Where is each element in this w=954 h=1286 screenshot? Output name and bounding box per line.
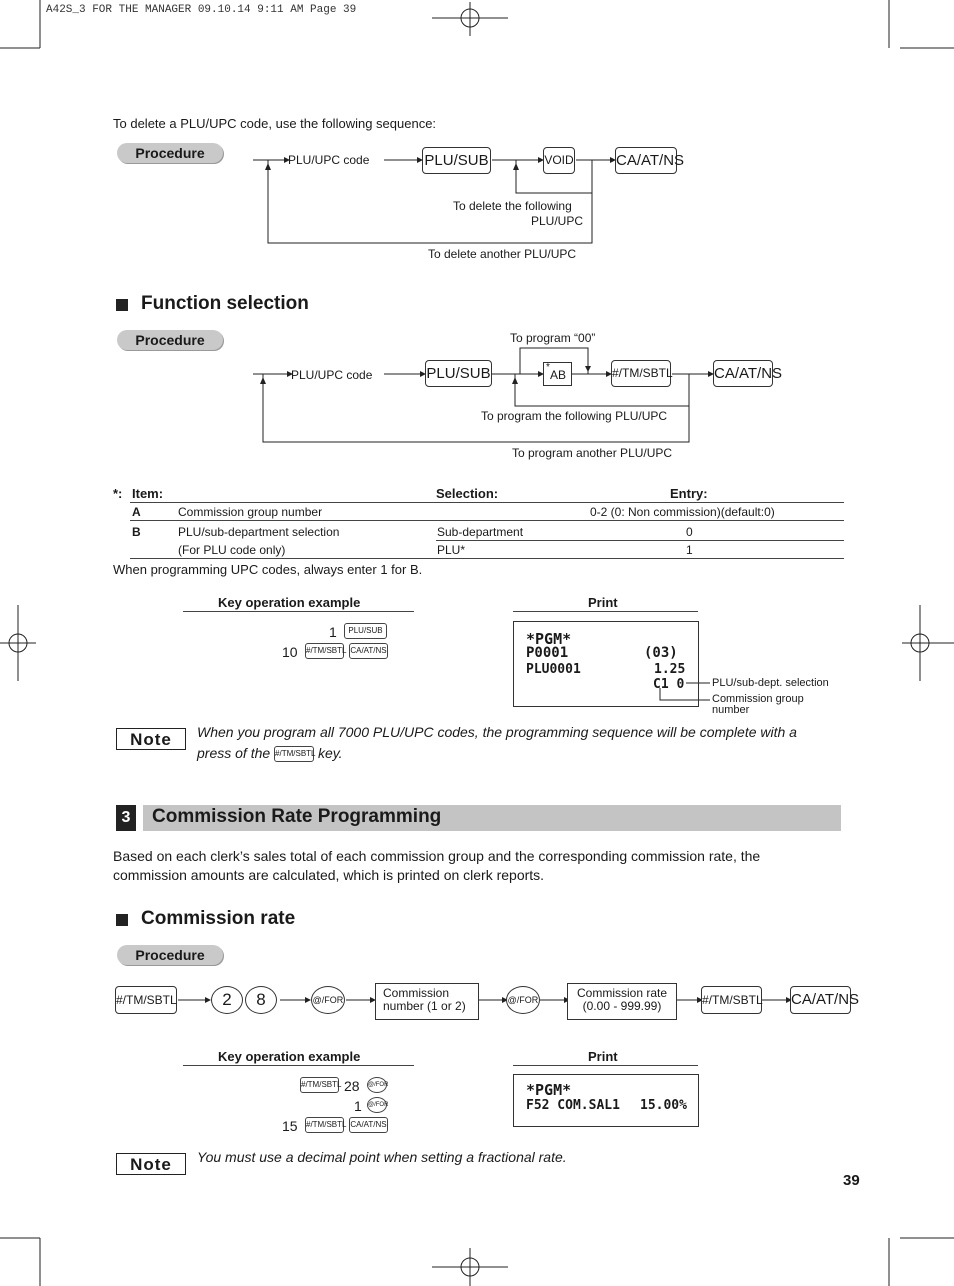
print-slug: A42S_3 FOR THE MANAGER 09.10.14 9:11 AM Page 39: [46, 4, 357, 16]
table-header-selection: Selection:: [436, 486, 499, 501]
delete-following-label: To delete the following: [453, 199, 572, 213]
eight-key: 8: [245, 986, 277, 1014]
receipt-line: *PGM*: [526, 630, 572, 648]
ca-at-ns-key: CA/AT/NS: [713, 360, 773, 387]
tm-sbtl-key-mini: #/TM/SBTL: [274, 746, 314, 762]
note-label: Note: [116, 728, 186, 750]
commission-rate-box: [567, 983, 677, 1020]
page-number: 39: [843, 1172, 860, 1189]
two-key: 2: [211, 986, 243, 1014]
note-text: You must use a decimal point when setting a fractional rate.: [197, 1149, 567, 1165]
row-b-entry-1: 0: [686, 525, 693, 539]
key-op-number: 1: [354, 1098, 362, 1114]
table-rule: [130, 520, 844, 521]
print-heading: Print: [588, 1049, 618, 1064]
key-op-heading: Key operation example: [218, 1049, 361, 1064]
section-paragraph-1: Based on each clerk’s sales total of each commission group and the corresponding commission rate, the: [113, 848, 761, 864]
tm-sbtl-key: #/TM/SBTL: [115, 986, 177, 1014]
receipt-line: PLU0001: [526, 662, 581, 677]
procedure-label: Procedure: [117, 945, 223, 965]
plu-upc-code-label: PLU/UPC code: [291, 368, 373, 382]
row-a-entry: 0-2 (0: Non commission)(default:0): [590, 505, 775, 519]
key-op-number: 28: [344, 1078, 360, 1094]
box-line: (0.00 - 999.99): [582, 999, 662, 1013]
callout-commission-group-2: number: [712, 704, 750, 716]
tm-sbtl-key: #/TM/SBTL: [701, 986, 762, 1014]
heading-rule: [513, 611, 698, 612]
section-paragraph-2: commission amounts are calculated, which is printed on clerk reports.: [113, 867, 545, 883]
key-op-number: 10: [282, 644, 298, 660]
table-header-entry: Entry:: [670, 486, 708, 501]
note-label: Note: [116, 1153, 186, 1175]
heading-rule: [183, 611, 414, 612]
ca-at-ns-key-mini: CA/AT/NS: [349, 643, 388, 659]
at-for-key: @/FOR: [311, 986, 345, 1014]
receipt-line: *PGM*: [526, 1081, 572, 1099]
ab-label: AB: [550, 368, 567, 382]
program-following-label: To program the following PLU/UPC: [481, 409, 668, 423]
table-rule: [436, 540, 844, 541]
row-b-letter: B: [132, 525, 141, 539]
row-b-selection-1: Sub-department: [437, 525, 524, 539]
callout-plu-sub-dept: PLU/sub-dept. selection: [712, 677, 829, 689]
note-line-1: When you program all 7000 PLU/UPC codes, the programming sequence will be complete with a: [197, 724, 797, 740]
commission-rate-heading: Commission rate: [141, 908, 296, 929]
asterisk-mark: *: [546, 362, 550, 373]
heading-rule: [513, 1065, 698, 1066]
tm-sbtl-key-mini: #/TM/SBTL: [305, 643, 344, 659]
table-star-label: *:: [113, 486, 123, 501]
box-line: Commission: [383, 986, 450, 1000]
ab-entry-box: [543, 362, 572, 386]
box-line: number (1 or 2): [383, 999, 466, 1013]
row-b-selection-2: PLU*: [437, 543, 466, 557]
note-line-2: [197, 743, 847, 764]
program-00-label: To program “00”: [510, 331, 596, 345]
receipt-line: F52 COM.SAL1: [526, 1098, 620, 1113]
row-b-entry-2: 1: [686, 543, 693, 557]
program-another-label: To program another PLU/UPC: [512, 446, 673, 460]
heading-bullet-icon: [116, 299, 128, 311]
receipt-print-1: [513, 621, 699, 707]
receipt-line: 15.00%: [640, 1098, 687, 1113]
note-text-part: press of the: [197, 745, 271, 761]
table-header-item: Item:: [132, 486, 164, 501]
receipt-line: P0001: [526, 645, 569, 661]
print-heading: Print: [588, 595, 618, 610]
row-a-letter: A: [132, 505, 141, 519]
heading-rule: [183, 1065, 414, 1066]
void-key: VOID: [543, 147, 575, 174]
row-b-item: PLU/sub-department selection: [178, 525, 340, 539]
ca-at-ns-key: CA/AT/NS: [615, 147, 677, 174]
section-title: Commission Rate Programming: [152, 806, 442, 827]
row-b-item-2: (For PLU code only): [178, 543, 286, 557]
upc-note: When programming UPC codes, always enter 1 for B.: [113, 562, 423, 577]
receipt-line: C1 0: [653, 677, 685, 692]
tm-sbtl-key: #/TM/SBTL: [611, 360, 671, 387]
key-op-number: 1: [329, 624, 337, 640]
plu-sub-key: PLU/SUB: [425, 360, 492, 387]
table-rule: [130, 558, 844, 559]
procedure-label: Procedure: [117, 143, 223, 163]
box-line: Commission rate: [576, 986, 668, 1000]
at-for-key-mini: @/FOR: [367, 1097, 387, 1113]
delete-another-label: To delete another PLU/UPC: [428, 247, 577, 261]
tm-sbtl-key-mini: #/TM/SBTL: [305, 1117, 344, 1133]
note-text-part: key.: [317, 745, 343, 761]
heading-bullet-icon: [116, 914, 128, 926]
tm-sbtl-key-mini: #/TM/SBTL: [300, 1077, 339, 1093]
receipt-line: 1.25: [654, 662, 686, 677]
row-a-item: Commission group number: [178, 505, 323, 519]
commission-number-box: [375, 983, 479, 1020]
delete-following-label-2: PLU/UPC: [531, 214, 584, 228]
function-selection-heading: Function selection: [141, 293, 309, 314]
plu-sub-key: PLU/SUB: [422, 147, 491, 174]
plu-sub-key-mini: PLU/SUB: [344, 623, 387, 639]
delete-intro: To delete a PLU/UPC code, use the following sequence:: [113, 116, 437, 131]
key-op-number: 15: [282, 1118, 298, 1134]
callout-commission-group: Commission group: [712, 693, 804, 705]
key-op-heading: Key operation example: [218, 595, 361, 610]
note-text: [197, 722, 847, 764]
procedure-label: Procedure: [117, 330, 223, 350]
receipt-line: (03): [644, 645, 678, 661]
table-rule: [130, 502, 844, 503]
section-number-badge: 3: [116, 805, 136, 831]
ca-at-ns-key-mini: CA/AT/NS: [349, 1117, 388, 1133]
plu-upc-code-label: PLU/UPC code: [288, 153, 370, 167]
at-for-key: @/FOR: [506, 986, 540, 1014]
receipt-print-2: [513, 1074, 699, 1127]
ca-at-ns-key: CA/AT/NS: [790, 986, 851, 1014]
at-for-key-mini: @/FOR: [367, 1077, 387, 1093]
